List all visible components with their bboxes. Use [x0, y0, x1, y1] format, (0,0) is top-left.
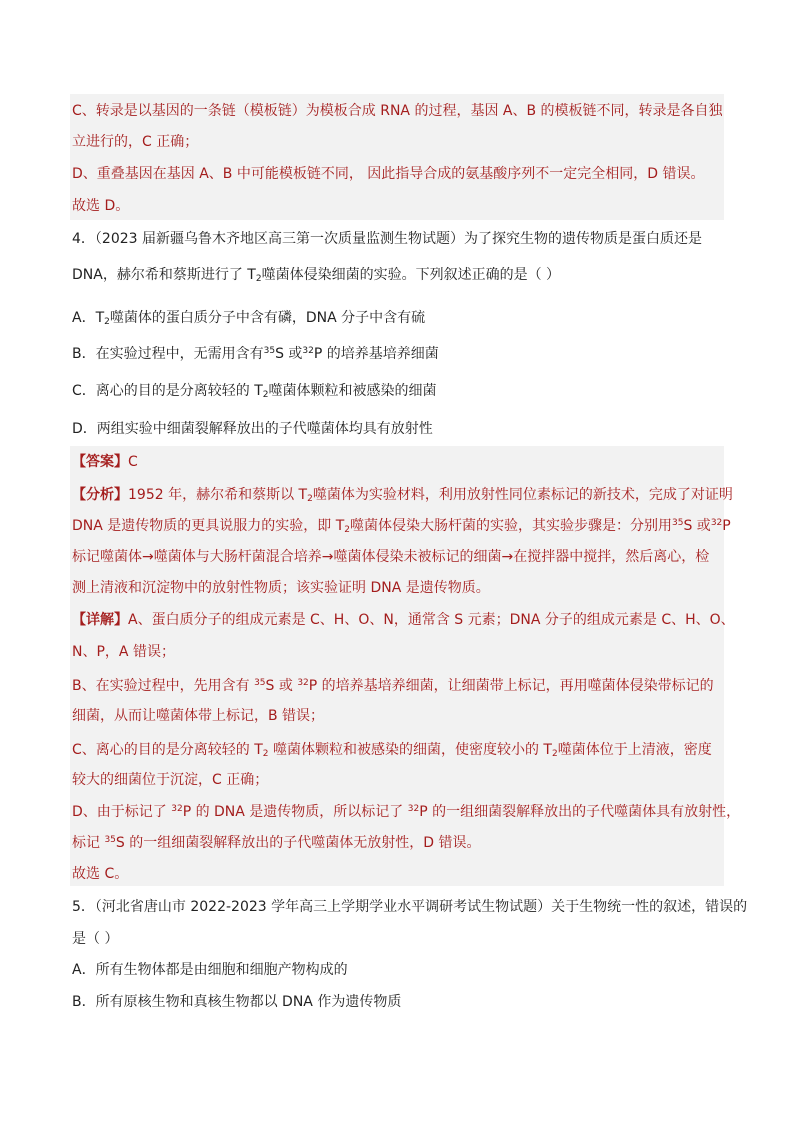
detail-line: D、由于标记了 $^{32}$P 的 DNA 是遗传物质，所以标记了 $^{32}$P 的一组细菌裂解释放出的子代噬菌体具有放射性， — [72, 804, 741, 820]
detail-line: N、P，A 错误； — [72, 644, 175, 660]
option-a: A．$T_2$噬菌体的蛋白质分子中含有磷，DNA 分子中含有硫 — [72, 310, 426, 327]
detail-line: C、离心的目的是分离较轻的 $T_2$ 噬菌体颗粒和被感染的细菌，使密度较小的 $T_2$噬菌体位于上清液，密度 — [72, 742, 712, 759]
question-5-stem: 是（ ） — [72, 931, 119, 947]
option-b: B．所有原核生物和真核生物都以 DNA 作为遗传物质 — [72, 994, 402, 1010]
detail-line: 标记 $^{35}$S 的一组细菌裂解释放出的子代噬菌体无放射性，D 错误。 — [72, 835, 481, 851]
detail-line: 【详解】A、蛋白质分子的组成元素是 C、H、O、N，通常含 S 元素；DNA 分子的组成元素是 C、H、O、 — [72, 612, 735, 628]
detail-line: 较大的细菌位于沉淀，C 正确； — [72, 772, 269, 788]
option-a: A．所有生物体都是由细胞和细胞产物构成的 — [72, 962, 348, 978]
option-b: B．在实验过程中，无需用含有$^{35}$S 或$^{32}$P 的培养基培养细菌 — [72, 346, 439, 362]
question-4-stem: DNA，赫尔希和蔡斯进行了 $T_2$噬菌体侵染细菌的实验。下列叙述正确的是（ ） — [72, 267, 561, 284]
detail-line: B、在实验过程中，先用含有 $^{35}$S 或 $^{32}$P 的培养基培养细菌，让细菌带上标记，再用噬菌体侵染带标记的 — [72, 678, 714, 694]
option-c: C．离心的目的是分离较轻的 $T_2$噬菌体颗粒和被感染的细菌 — [72, 383, 437, 400]
analysis-line: 标记噬菌体→噬菌体与大肠杆菌混合培养→噬菌体侵染未被标记的细菌→在搅拌器中搅拌，然后离心，检 — [72, 549, 710, 565]
question-5-stem: 5．（河北省唐山市 2022-2023 学年高三上学期学业水平调研考试生物试题）关于生物统一性的叙述，错误的 — [72, 899, 748, 915]
detail-line: 细菌，从而让噬菌体带上标记，B 错误； — [72, 708, 325, 724]
question-4-stem: 4．（2023 届新疆乌鲁木齐地区高三第一次质量监测生物试题）为了探究生物的遗传物质是蛋白质还是 — [72, 231, 702, 247]
answer: 【答案】C — [72, 454, 138, 470]
solution-line: 立进行的，C 正确； — [72, 134, 199, 150]
solution-line: D、重叠基因在基因 A、B 中可能模板链不同， 因此指导合成的氨基酸序列不一定完全相同，D 错误。 — [72, 166, 705, 182]
analysis-line: DNA 是遗传物质的更具说服力的实验，即 $T_2$噬菌体侵染大肠杆菌的实验，其实验步骤是：分别用$^{35}$S 或$^{32}$P — [72, 518, 731, 535]
solution-line: C、转录是以基因的一条链（模板链）为模板合成 RNA 的过程，基因 A、B 的模板链不同，转录是各自独 — [72, 103, 723, 119]
analysis-line: 测上清液和沉淀物中的放射性物质；该实验证明 DNA 是遗传物质。 — [72, 580, 490, 596]
analysis-line: 【分析】1952 年，赫尔希和蔡斯以 $T_2$噬菌体为实验材料，利用放射性同位素标记的新技术，完成了对证明 — [72, 487, 733, 504]
detail-line: 故选 C。 — [72, 866, 129, 882]
solution-line: 故选 D。 — [72, 198, 130, 214]
option-d: D．两组实验中细菌裂解释放出的子代噬菌体均具有放射性 — [72, 421, 433, 437]
